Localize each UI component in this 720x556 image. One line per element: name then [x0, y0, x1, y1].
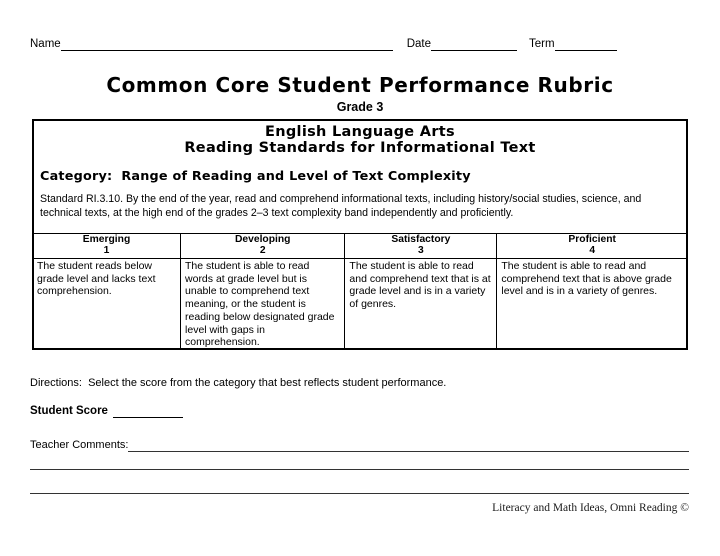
cell-developing-description: The student is able to read words at grade level but is unable to comprehend text meaning, or the student is reading below designated grade level with gaps in comprehension.: [181, 259, 345, 350]
column-header-satisfactory: [345, 234, 497, 259]
date-label: Date: [406, 38, 431, 50]
box-heading-subject: English Language Arts: [265, 124, 455, 140]
column-label: Satisfactory: [391, 234, 451, 246]
rubric-header-row: [33, 234, 688, 259]
cell-satisfactory-description: The student is able to read and comprehend text that is at grade level and is in a variety of genres.: [345, 259, 497, 350]
category-text: Range of Reading and Level of Text Complexity: [121, 169, 471, 184]
column-score: 4: [589, 244, 596, 256]
student-score-blank-line: [113, 404, 183, 418]
rubric-box: [32, 119, 688, 350]
directions-text: Directions: Select the score from the category that best reflects student performance.: [30, 377, 447, 389]
name-date-term-row: [30, 37, 617, 51]
student-score-label: Student Score: [30, 405, 108, 417]
category-label: Category:: [40, 169, 113, 184]
comments-continuation-line-1: [30, 469, 689, 470]
column-header-proficient: [497, 234, 688, 259]
date-blank-line: [431, 37, 517, 51]
cell-proficient-description: The student is able to read and comprehend text that is above grade level and is in a variety of genres.: [497, 259, 688, 350]
rubric-description-row: [33, 259, 688, 350]
teacher-comments-row: [30, 438, 689, 452]
student-score-row: [30, 404, 183, 418]
column-label: Emerging: [82, 234, 131, 246]
column-score: 1: [103, 244, 110, 256]
category-line: [34, 169, 686, 184]
term-blank-line: [555, 37, 617, 51]
column-score: 3: [418, 244, 424, 256]
footer-credit: Literacy and Math Ideas, Omni Reading ©: [492, 502, 689, 514]
grade-subtitle: Grade 3: [336, 100, 384, 114]
box-heading-standard-strand: Reading Standards for Informational Text: [184, 140, 536, 156]
column-header-developing: [181, 234, 345, 259]
name-blank-line: [61, 37, 393, 51]
rubric-score-table: [32, 233, 688, 350]
cell-emerging-description: The student reads below grade level and lacks text comprehension.: [33, 259, 181, 350]
column-label: Proficient: [568, 234, 616, 246]
column-score: 2: [259, 244, 266, 256]
standard-description: Standard RI.3.10. By the end of the year, read and comprehend informational texts, including history/social studies, science, and technical texts, at the high end of the grades 2–3 text complexity band independently and proficiently.: [40, 193, 642, 219]
teacher-comments-blank-line: [128, 438, 689, 452]
teacher-comments-label: Teacher Comments:: [30, 439, 129, 451]
term-label: Term: [528, 38, 555, 50]
column-header-emerging: [33, 234, 181, 259]
name-label: Name: [30, 38, 61, 50]
page-title: Common Core Student Performance Rubric: [106, 73, 614, 97]
comments-continuation-line-2: [30, 493, 689, 494]
column-label: Developing: [234, 234, 291, 246]
